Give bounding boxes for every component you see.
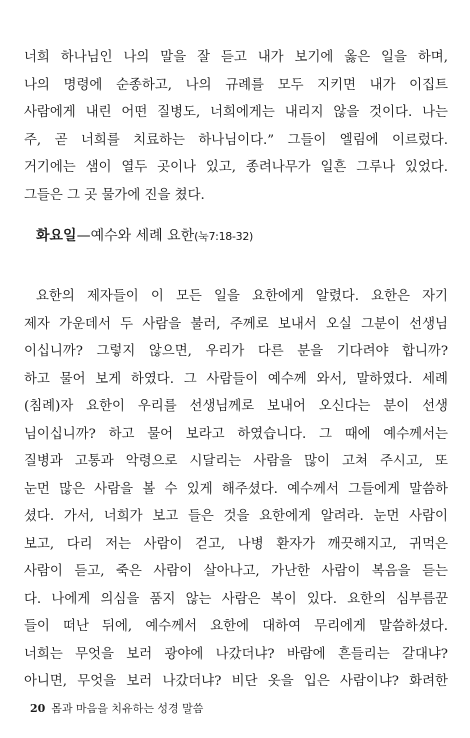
text-line: 그들은 그 곳 물가에 진을 쳤다. <box>24 187 205 203</box>
text-line: 요한의 제자들이 이 모든 일을 요한에게 알렸다. 요한은 자기 <box>36 289 448 304</box>
text-line: 주, 곧 너희를 치료하는 하나님이다.” 그들이 엘림에 이르렀다. <box>24 132 448 148</box>
body-paragraph <box>24 283 448 696</box>
section-dash: — <box>76 228 91 244</box>
text-line: 하고 물어 보게 하였다. 그 사람들이 예수께 와서, 말하였다. 세례 <box>24 371 448 387</box>
text-line: 질병과 고통과 악령으로 시달리는 사람을 많이 고쳐 주시고, 또 <box>24 454 448 469</box>
text-line: 제자 가운데서 두 사람을 불러, 주께로 보내서 오실 그분이 선생님 <box>24 316 448 332</box>
section-heading <box>36 226 253 247</box>
text-line: 너희는 무엇을 보러 광야에 나갔더냐? 바람에 흔들리는 갈대냐? <box>24 646 448 662</box>
text-line: 들이 떠난 뒤에, 예수께서 요한에 대하여 무리에게 말씀하셨다. <box>24 619 448 634</box>
text-line: 너희 하나님인 나의 말을 잘 듣고 내가 보기에 옳은 일을 하며, <box>24 50 448 65</box>
text-line: (침례)자 요한이 우리를 선생님께로 보내어 오신다는 분이 선생 <box>24 399 448 414</box>
text-line: 셨다. 가서, 너희가 보고 들은 것을 요한에게 알려라. 눈먼 사람이 <box>24 509 448 524</box>
page-number: 20 <box>30 702 46 715</box>
text-line: 거기에는 샘이 열두 곳이나 있고, 종려나무가 일흔 그루나 있었다. <box>24 160 448 175</box>
text-line: 눈먼 많은 사람을 볼 수 있게 해주셨다. 예수께서 그들에게 말씀하 <box>24 481 448 497</box>
section-reference: (눅7:18-32) <box>194 230 254 243</box>
text-line: 사람에게 내린 어떤 질병도, 너희에게는 내리지 않을 것이다. 나는 <box>24 105 448 120</box>
text-line: 이십니까? 그렇지 않으면, 우리가 다른 분을 기다려야 합니까? <box>24 344 448 359</box>
text-line: 님이십니까? 하고 물어 보라고 하였습니다. 그 때에 예수께서는 <box>24 426 448 442</box>
text-line: 아니면, 무엇을 보러 나갔더냐? 비단 옷을 입은 사람이냐? 화려한 <box>24 674 448 689</box>
section-title: 예수와 세례 요한 <box>90 228 195 244</box>
text-line: 다. 나에게 의심을 품지 않는 사람은 복이 있다. 요한의 심부름꾼 <box>24 591 448 607</box>
text-line: 사람이 듣고, 죽은 사람이 살아나고, 가난한 사람이 복음을 듣는 <box>24 564 448 579</box>
book-title: 몸과 마음을 치유하는 성경 말씀 <box>51 702 204 715</box>
text-line: 보고, 다리 저는 사람이 걷고, 나병 환자가 깨끗해지고, 귀먹은 <box>24 536 448 552</box>
top-paragraph <box>24 44 448 209</box>
page-footer <box>30 701 203 717</box>
section-day: 화요일 <box>36 228 77 244</box>
text-line: 나의 명령에 순종하고, 나의 규례를 모두 지키면 내가 이집트 <box>24 77 448 93</box>
